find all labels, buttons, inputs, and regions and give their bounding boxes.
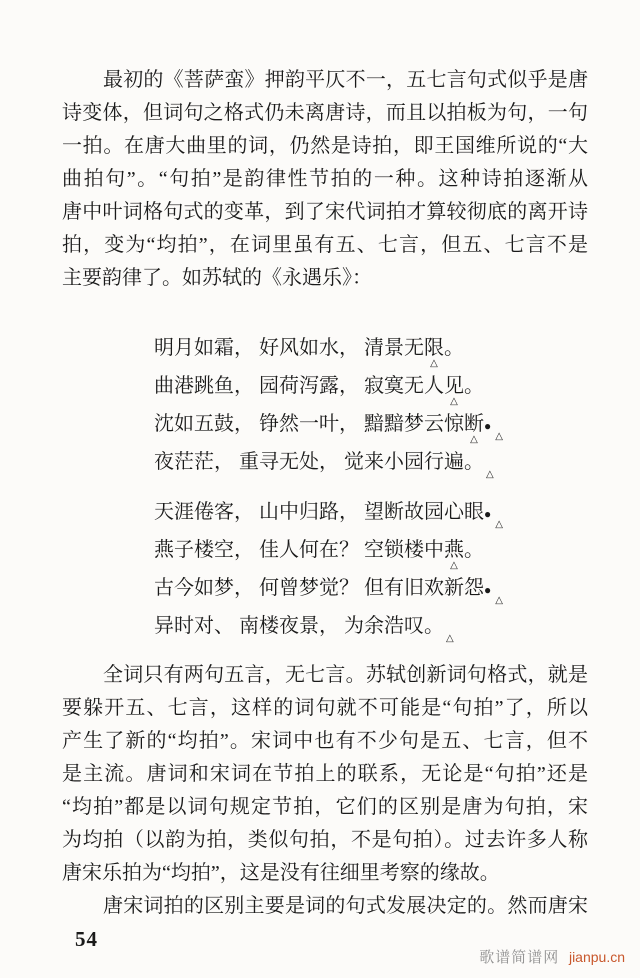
beat-mark-icon: △	[486, 469, 494, 480]
paragraph-2	[62, 659, 588, 890]
poem-text: 燕子楼空， 佳人何在？ 空锁楼中燕。	[154, 539, 484, 561]
poem-text: 古今如梦， 何曾梦觉？ 但有旧欢	[154, 577, 444, 599]
page-number: 54	[75, 927, 98, 951]
text-line: 是主流。唐词和宋词在节拍上的联系，无论是“句拍”还是	[62, 763, 588, 785]
paragraph-3	[62, 890, 588, 923]
text-line: 诗变体，但词句之格式仍未离唐诗，而且以拍板为句，一句	[62, 102, 588, 124]
poem-text: 见。	[444, 375, 484, 397]
poem-line	[154, 607, 588, 645]
poem-line	[154, 396, 588, 443]
poem-line	[154, 329, 588, 367]
rhyme-dot-icon: ●	[484, 583, 494, 597]
poem-line	[154, 358, 588, 405]
text-line: “均拍”都是以词句规定节拍，它们的区别是唐为句拍，宋	[62, 796, 588, 818]
poem-text: 怨	[464, 577, 484, 599]
watermark-site-name: 歌谱简谱网	[479, 950, 560, 966]
text-line: 唐宋乐拍为“均拍”，这是没有往细里考察的缘故。	[62, 862, 500, 884]
text-line: 产生了新的“均拍”。宋词中也有不少句是五、七言，但不	[62, 730, 588, 752]
text-line: 曲拍句”。“句拍”是韵律性节拍的一种。这种诗拍逐渐从	[62, 168, 588, 190]
beat-mark-icon: △	[495, 519, 503, 530]
beat-mark-icon: △	[495, 431, 503, 442]
text-line: 全词只有两句五言，无七言。苏轼创新词句格式，就是	[103, 664, 588, 686]
rhyme-dot-icon: ●	[484, 419, 494, 433]
watermark-site-url: jianpu.cn	[568, 949, 625, 965]
poem-line	[154, 493, 588, 531]
beat-mark-icon: △	[495, 595, 503, 606]
beat-mark-icon: △	[450, 560, 458, 571]
poem-text: 夜茫茫， 重寻无处， 觉来小园行遍	[154, 451, 464, 473]
poem-line	[154, 560, 588, 607]
annotated-char: 新 △	[444, 560, 464, 599]
poem-line	[154, 434, 588, 481]
poem-text: 异时对、 南楼夜景， 为余浩叹。	[154, 615, 444, 637]
rhyme-dot-icon: ●	[484, 507, 494, 521]
beat-mark-icon: △	[470, 434, 478, 445]
annotated-char: 。 △	[464, 434, 484, 473]
poem-text: 曲港跳鱼， 园荷泻露， 寂寞无	[154, 375, 424, 397]
text-line: 最初的《菩萨蛮》押韵平仄不一，五七言句式似乎是唐	[103, 69, 588, 91]
poem-text: 明月如霜， 好风如水， 清景无限。	[154, 337, 464, 359]
poem-stanza	[154, 493, 588, 645]
poem-line	[154, 531, 588, 569]
watermark	[479, 948, 625, 967]
poem-text: 断	[464, 413, 484, 435]
annotated-char: 人 △	[424, 358, 444, 397]
text-line: 一拍。在唐大曲里的词，仍然是诗拍，即王国维所说的“大	[62, 135, 588, 157]
text-line: 要躲开五、七言，这样的词句就不可能是“句拍”了，所以	[62, 697, 588, 719]
poem-yongyule	[62, 329, 588, 645]
text-line: 为均拍（以韵为拍，类似句拍，不是句拍）。过去许多人称	[62, 829, 588, 851]
text-line: 主要韵律了。如苏轼的《永遇乐》：	[62, 267, 372, 289]
paragraph-1	[62, 64, 588, 295]
text-line: 唐宋词拍的区别主要是词的句式发展决定的。然而唐宋	[103, 895, 588, 917]
poem-stanza	[154, 329, 588, 481]
poem-text: 沈如五鼓， 铮然一叶， 黯黯梦云	[154, 413, 444, 435]
beat-mark-icon: △	[450, 396, 458, 407]
beat-mark-icon: △	[446, 633, 454, 644]
text-line: 拍，变为“均拍”，在词里虽有五、七言，但五、七言不是	[62, 234, 588, 256]
page-content	[62, 64, 588, 956]
annotated-char: 惊 △	[444, 396, 464, 435]
poem-text: 天涯倦客， 山中归路， 望断故园心眼	[154, 501, 484, 523]
text-line: 唐中叶词格句式的变革，到了宋代词拍才算较彻底的离开诗	[62, 201, 588, 223]
beat-mark-icon: △	[430, 358, 438, 369]
